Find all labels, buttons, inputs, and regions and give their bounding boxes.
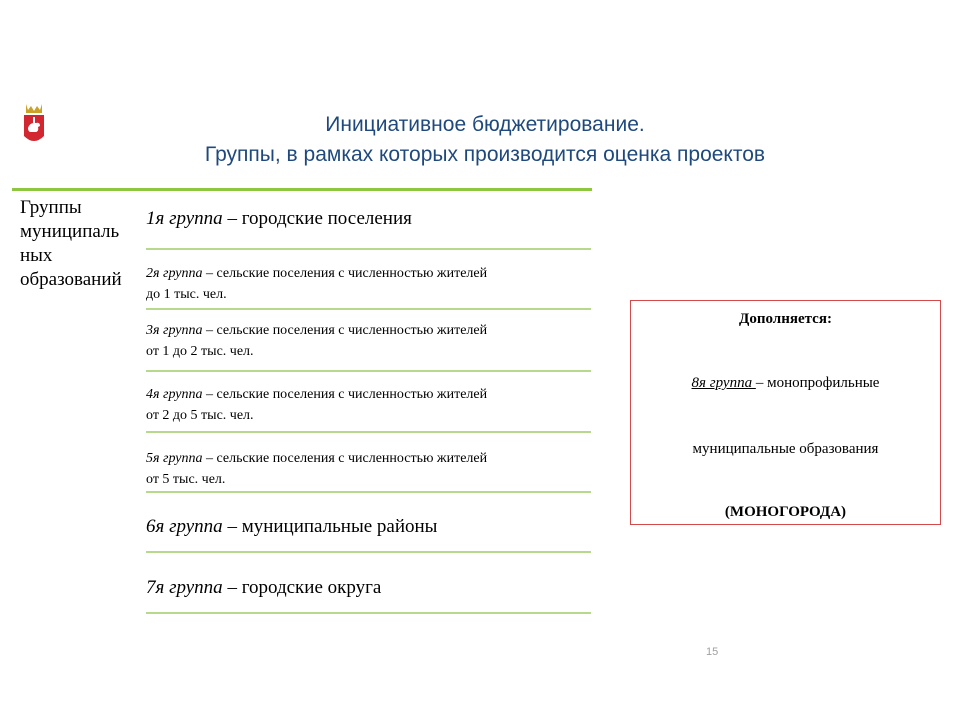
group-number: 1я группа: [146, 208, 223, 229]
supplement-line-1: [631, 375, 940, 392]
group-desc: – городские поселения: [222, 208, 412, 229]
row-separator: [146, 491, 591, 493]
group-desc: – сельские поселения с численностью жителей: [202, 387, 488, 402]
group-desc: – сельские поселения с численностью жителей: [202, 266, 488, 281]
group-desc: – городские округа: [222, 577, 382, 598]
title-line-1: Инициативное бюджетирование.: [325, 113, 645, 136]
group-desc: – сельские поселения с численностью жителей: [202, 323, 488, 338]
row-separator: [146, 431, 591, 433]
group-row-1: [146, 207, 591, 231]
top-rule: [12, 188, 592, 191]
group-row-3: [146, 320, 591, 362]
group-row-6: [146, 515, 591, 539]
supplement-line-2: муниципальные образования: [692, 441, 879, 457]
group-number: 5я группа: [146, 451, 203, 466]
supplement-line-1-rest: – монопрофильные: [755, 375, 880, 391]
group-number: 4я группа: [146, 387, 203, 402]
row-separator: [146, 612, 591, 614]
group-desc: – сельские поселения с численностью жителей: [202, 451, 488, 466]
group-row-5: [146, 448, 591, 490]
group-desc-2: от 5 тыс. чел.: [146, 472, 226, 487]
group-number: 6я группа: [146, 516, 223, 537]
row-separator: [146, 370, 591, 372]
supplement-header: Дополняется:: [739, 311, 832, 327]
coat-of-arms-icon: [18, 100, 50, 150]
group-row-7: [146, 576, 591, 600]
group-desc-2: до 1 тыс. чел.: [146, 287, 227, 302]
groups-label: Группы муниципаль ных образований: [20, 197, 122, 290]
group-desc: – муниципальные районы: [222, 516, 438, 537]
group-row-4: [146, 384, 591, 426]
group-row-2: [146, 263, 591, 305]
group-number: 2я группа: [146, 266, 203, 281]
supplement-box: [630, 300, 941, 525]
group-number: 7я группа: [146, 577, 223, 598]
group-desc-2: от 1 до 2 тыс. чел.: [146, 344, 254, 359]
page-number: 15: [706, 646, 719, 658]
row-separator: [146, 308, 591, 310]
supplement-group-number: 8я группа: [691, 375, 756, 391]
group-number: 3я группа: [146, 323, 203, 338]
row-separator: [146, 551, 591, 553]
group-desc-2: от 2 до 5 тыс. чел.: [146, 408, 254, 423]
supplement-line-3: (МОНОГОРОДА): [724, 504, 847, 520]
title-line-2: Группы, в рамках которых производится оценка проектов: [204, 143, 766, 166]
row-separator: [146, 248, 591, 250]
